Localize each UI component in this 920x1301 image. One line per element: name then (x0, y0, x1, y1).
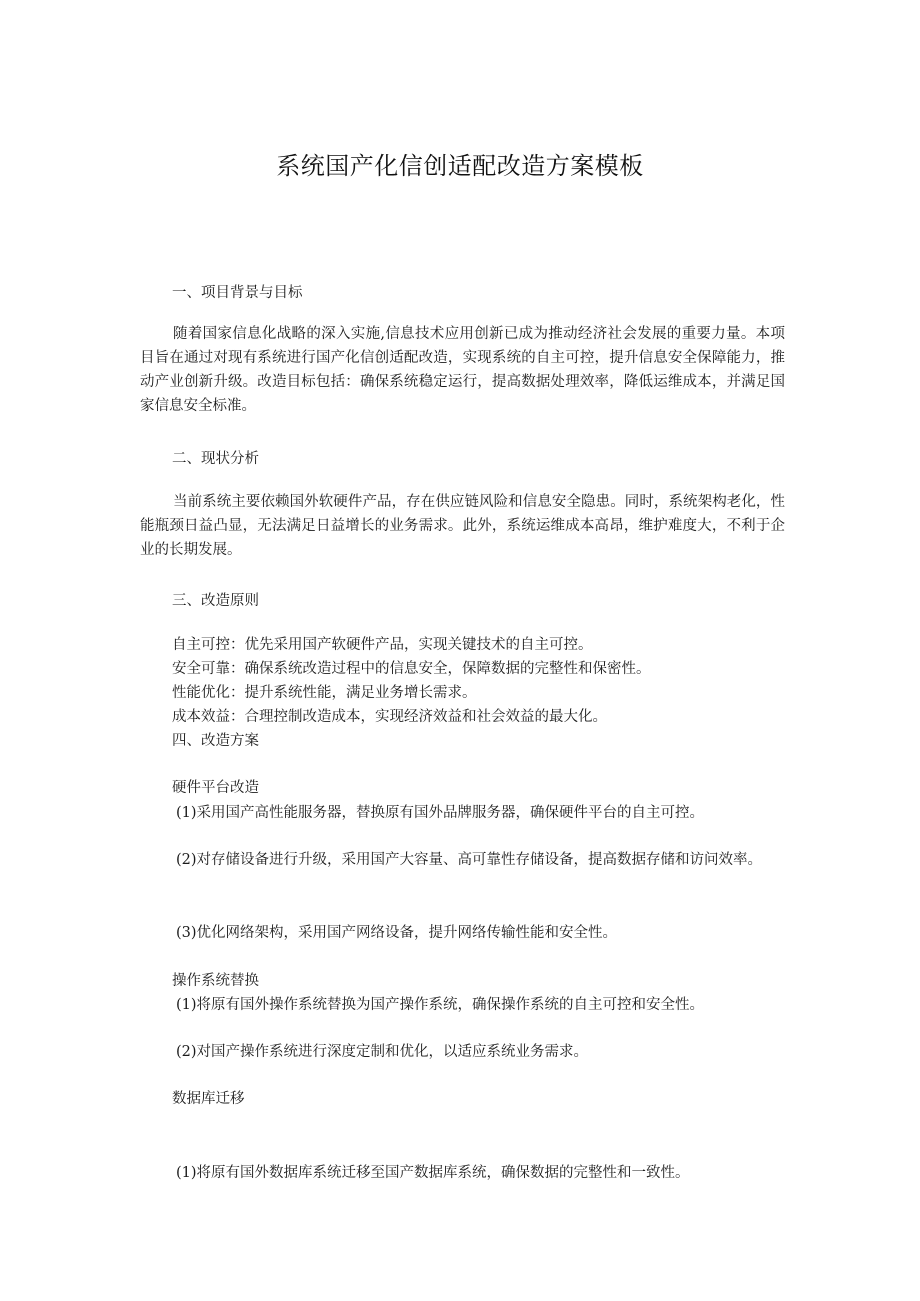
os-subheading: 操作系统替换 (172, 973, 259, 989)
hardware-item-3: (3)优化网络架构，采用国产网络设备，提升网络传输性能和安全性。 (176, 925, 618, 941)
hardware-item-2: (2)对存储设备进行升级，采用国产大容量、高可靠性存储设备，提高数据存储和访问效率。 (176, 852, 763, 868)
os-item-1: (1)将原有国外操作系统替换为国产操作系统，确保操作系统的自主可控和安全性。 (176, 997, 705, 1013)
principle-item: 成本效益：合理控制改造成本，实现经济效益和社会效益的最大化。 (172, 709, 607, 725)
section-2-paragraph: 当前系统主要依赖国外软硬件产品，存在供应链风险和信息安全隐患。同时，系统架构老化，性能瓶颈日益凸显，无法满足日益增长的业务需求。此外，系统运维成本高昂，维护难度大，不利于企业的长期发展。 (140, 494, 785, 558)
database-item-1: (1)将原有国外数据库系统迁移至国产数据库系统，确保数据的完整性和一致性。 (176, 1165, 690, 1181)
section-1-paragraph: 随着国家信息化战略的深入实施,信息技术应用创新已成为推动经济社会发展的重要力量。本项目旨在通过对现有系统进行国产化信创适配改造，实现系统的自主可控，提升信息安全保障能力，推动产业创新升级。改造目标包括：确保系统稳定运行，提高数据处理效率，降低运维成本，并满足国家信息安全标准。 (140, 326, 785, 414)
section-3-heading: 三、改造原则 (172, 593, 259, 609)
section-2-heading: 二、现状分析 (172, 451, 259, 467)
section-1-heading: 一、项目背景与目标 (172, 285, 303, 301)
section-4-heading: 四、改造方案 (172, 733, 259, 749)
document-title: 系统国产化信创适配改造方案模板 (276, 152, 644, 180)
os-item-2: (2)对国产操作系统进行深度定制和优化，以适应系统业务需求。 (176, 1044, 589, 1060)
principle-item: 性能优化：提升系统性能，满足业务增长需求。 (172, 685, 477, 701)
hardware-item-1: (1)采用国产高性能服务器，替换原有国外品牌服务器，确保硬件平台的自主可控。 (176, 805, 705, 821)
hardware-subheading: 硬件平台改造 (172, 780, 259, 796)
database-subheading: 数据库迁移 (172, 1091, 245, 1107)
principle-item: 自主可控：优先采用国产软硬件产品，实现关键技术的自主可控。 (172, 637, 593, 653)
principle-item: 安全可靠：确保系统改造过程中的信息安全，保障数据的完整性和保密性。 (172, 661, 651, 677)
